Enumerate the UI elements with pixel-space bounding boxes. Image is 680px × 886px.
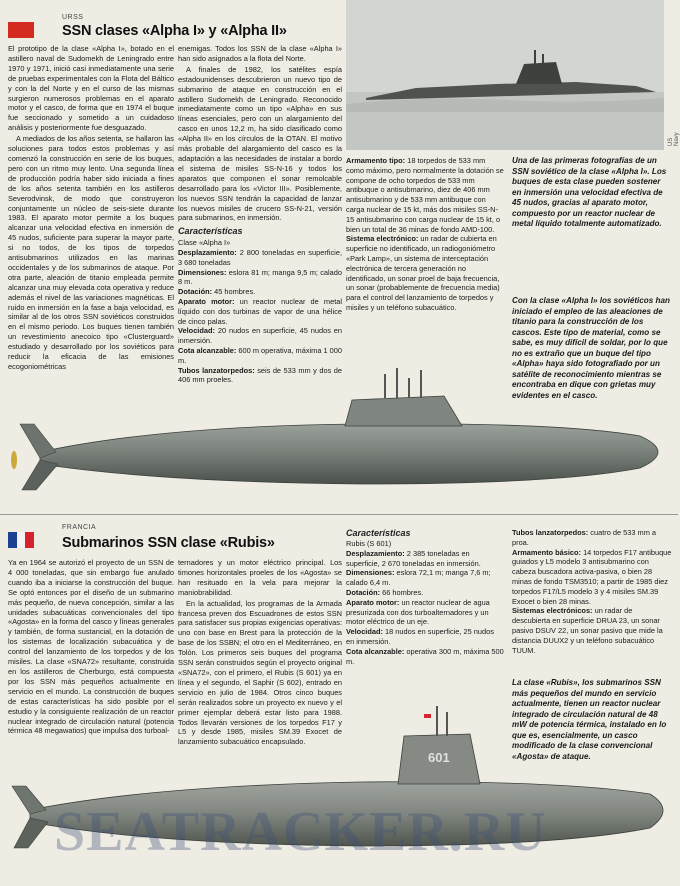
spec-item: Aparato motor: un reactor nuclear de agua presurizada con dos turboalternadores y un motor eléctrico de un eje. [346,597,490,627]
paragraph: El prototipo de la clase «Alpha I», botado en el astillero naval de Sudomekh de Leningrado entre 1970 y 1971, inició casi inmediatamente una serie de pruebas experimentales con la Flota del Báltico y con la del Norte y en el curso de las mismas surgieron numerosos problemas en el aparato motor y el casco, de forma que en 1974 el buque fue seccionado y sometido a un cuidadoso análisis y posteriormente fue desguazado. [8,44,174,133]
spec-item: Armamento tipo: 18 torpedos de 533 mm como máximo, pero normalmente la dotación se compone de ocho torpedos de 533 mm antibuque o antisubmarino, diez de 406 mm antisubmarino y de 533 mm antibuque con carga nuclear de 15 kt, más dos misiles SS-N-15 antisubmarino con carga nuclear de 15 kt, o bien un total de 36 minas de fondo AMD-100. [346,156,504,234]
paragraph: Ya en 1964 se autorizó el proyecto de un SSN de 4 000 toneladas, que sin embargo fue anulado cuando iba a iniciarse la construcción del buque. Se optó entonces por el diseño de un submarino más pequeño, de nueva concepción, similar a las unidades subacuáticas convencionales del tipo «Agosta» en la forma del casco y líneas generales y también, de forma sustancial, en la dotación de los sistemas de localización subacuática y de control del lanzamiento de los torpedos y de los misiles. La clase «SNA72» resultante, construida en los astilleros de Cherburgo, está compuesta por los SSN más pequeños actualmente en servicio en el mundo. La construcción de buques de estas características ha sido posible por el estudio y la consiguiente realización de un reactor nuclear integrado de circulación natural (potencia térmica 48 megawatios) que impulsa dos turboal- [8,558,174,736]
spec-item: Desplazamiento: 2 800 toneladas en superficie, 3 680 toneladas [178,248,342,267]
watermark: SEATRACKER.RU [54,801,547,863]
drawing-caption-rubis: La clase «Rubis», los submarinos SSN más pequeños del mundo en servicio actualmente, tienen un reactor nuclear integrado de circulación natural de 48 mW de potencia térmica, instalado en lo que es, esencialmente, un casco modificado de la clase convencional «Agosta» de ataque. [512,678,667,761]
paragraph: En la actualidad, los programas de la Armada francesa preven dos Escuadrones de estos SSN para satisfacer sus propias exigencias operativas: uno con base en Brest para la protección de la base de los SSBN; el otro en el Mediterráneo, en Tolón. Los primeros seis buques del programa SSN serán construidos según el proyecto original «SNA72», con el primero, el Rubis (S 601) ya en línea y el segundo, el Saphir (S 602), entrado en servicio en julio de 1984. Otros cinco buques serán realizados sobre un proyecto ex nuevo y el primer ejemplar deberá estar listo para 1988. Todos llevarán versiones de los torpedos F17 y L5 y desde 1985, misiles SM.39 Exocet de lanzamiento subacuático encapsulado. [178,598,342,747]
photo-caption: Una de las primeras fotografías de un SSN soviético de la clase «Alpha I». Los buques de esta clase pueden sostener en inmersión una velocidad efectiva de 45 nudos, gracias al aparato motor, compuesto por un reactor nuclear de metal líquido totalmente automatizado. [512,156,667,228]
spec-item: Cota alcanzable: operativa 300 m, máxima 500 m. [346,646,504,666]
rubis-title: Submarinos SSN clase «Rubis» [62,535,275,551]
spec-item: Velocidad: 20 nudos en superficie, 45 nudos en inmersión. [178,326,342,346]
submarine-photo-image [346,0,664,150]
spec-item: Dotación: 45 hombres. [178,287,256,297]
country-label-france: FRANCIA [62,524,97,531]
spec-item: Velocidad: 18 nudos en superficie, 25 nudos en inmersión. [346,627,494,646]
alpha-title: SSN clases «Alpha I» y «Alpha II» [62,23,287,39]
spec-list [346,549,504,667]
specs-heading: Características [346,528,411,538]
rubis-specs-col4 [512,528,672,655]
rubis-specs-col3 [346,528,504,666]
section-divider [0,514,678,515]
alpha-photo [346,0,664,150]
spec-item: Aparato motor: un reactor nuclear de metal líquido con dos turbinas de vapor de una hélice de cinco palas. [178,297,342,326]
spec-item: Cota alcanzable: 600 m operativa, máxima 1 000 m. [178,345,343,365]
spec-item: Dimensiones: eslora 72,1 m; manga 7,6 m; calado 6,4 m. [346,568,491,588]
alpha-submarine-drawing [0,340,678,514]
drawing-caption-alpha: Con la clase «Alpha I» los soviéticos han iniciado el empleo de las aleaciones de titanio para la construcción de los cascos. Este tipo de material, como se sabe, es muy difícil de soldar, por lo que no es extraño que un buque del tipo «Alpha» haya sido fotografiado por un satélite de reconocimiento mientras se encontraba en dique con grietas muy evidentes en el casco. [512,296,670,400]
spec-item: Armamento básico: 14 torpedos F17 antibuque guiados y L5 modelo 3 antisubmarino con cabeza buscadora activa-pasiva, o bien 28 minas de fondo TSM3510; a partir de 1985 diez torpedos F17/L5 modelo 3 y 4 misiles SM.39 Exocet o bien 28 minas. [512,547,672,606]
spec-item: Dimensiones: eslora 81 m; manga 9,5 m; calado 8 m. [178,267,342,287]
urss-flag [8,22,34,38]
spec-item: Sistema electrónico: un radar de cubierta en superficie no identificado, un radiogoniómetro «Park Lamp», un sistema de interceptación electrónica de tercera generación no identificado, un sonar proel de baja frecuencia, un sonar (probablemente de frecuencia media) para el control del lanzamiento de torpedos y misiles y un teléfono subacuático. [346,234,500,312]
specs-subheading: Rubis (S 601) [346,539,392,548]
spec-item: Tubos lanzatorpedos: seis de 533 mm y dos de 406 mm proeles. [178,365,342,385]
france-flag [8,532,34,548]
paragraph: A mediados de los años setenta, se hallaron las soluciones para todos estos problemas y así comenzó la construcción en serie de los buques, pero con un ritmo muy lento. Una segunda línea de producción podría haber sido iniciada a fines de los años setenta también en los astilleros Severodvinsk, de modo que construyeron conjuntamente un núcleo de seis-siete durante 1983. El aparato motor permite a los buques alcanzar una velocidad efectiva en inmersión de 45 nudos, suficiente para superar la mayor parte, si no todos, de los tipos de torpedos antisubmarinos utilizados en las marinas occidentales y de los submarinos de ataque. Por otra parte, aleación de titanio empleada permite alcanzar una muy elevada cota operativa y reduce además el nivel de las variaciones magnéticas. El ruido en inmersión en la fase a baja velocidad, es similar al de los otros SSN soviéticos construidos en el mismo periodo. Los buques tienen también un revestimiento anecoico tipo «Clusterguard» estudiado y desarrollado por los soviéticos para reducir la eficacia de las emisiones ecogoniométricas [8,134,174,371]
spec-item: Sistemas electrónicos: un radar de descubierta en superficie DRUA 23, un sonar pasivo DSUV 22, un sonar pasivo que mide la distancia DUUX2 y un teléfono subacuático TUUM. [512,606,663,655]
alpha-text-col2 [178,44,342,385]
flag-stripe [25,532,34,548]
photo-credit: US Navy [668,132,680,146]
paragraph: ternadores y un motor eléctrico principal. Los timones horizontales proeles de los «Agosta» se han resituado en la vela para mejorar la maniobrabilidad. [178,558,342,597]
country-label-urss: URSS [62,14,84,21]
specs-heading: Características [178,226,243,237]
paragraph: A finales de 1982, los satélites espía estadounidenses descubrieron un nuevo tipo de submarino de ataque en construcción en el astillero Sudomekh de Leningrado. Reconocido inmediatamente como un tipo «Alpha» en sus líneas esenciales, pero con un alargamiento del casco en unos 12,2 m, ha sido clasificado como «Alpha II» en los círculos de la OTAN. El motivo más probable del alargamiento del casco es la adaptación a las necesidades de instalar a bordo el sistema de misiles SS-N-16 y todos los aparatos que componen el sonar remolcable desarrollado para los «Victor III». Posiblemente, los nuevos SSN tendrán la capacidad de lanzar los nuevos misiles de crucero SS-N-21, versión para submarinos, en inmersión. [178,64,342,223]
specs-subheading: Clase «Alpha I» [178,238,231,248]
spec-item: Desplazamiento: 2 385 toneladas en superficie, 2 670 toneladas en inmersión. [346,548,481,568]
paragraph: enemigas. Todos los SSN de la clase «Alpha I» han sido asignados a la flota del Norte. [178,44,342,63]
flag-stripe [8,532,17,548]
spec-item: Dotación: 66 hombres. [346,587,424,597]
hull-number: 601 [428,750,450,765]
alpha-text-col1 [8,44,174,373]
alpha-specs-col3 [346,156,504,313]
flag-stripe [17,532,26,548]
spec-item: Tubos lanzatorpedos: cuatro de 533 mm a proa. [512,528,657,547]
